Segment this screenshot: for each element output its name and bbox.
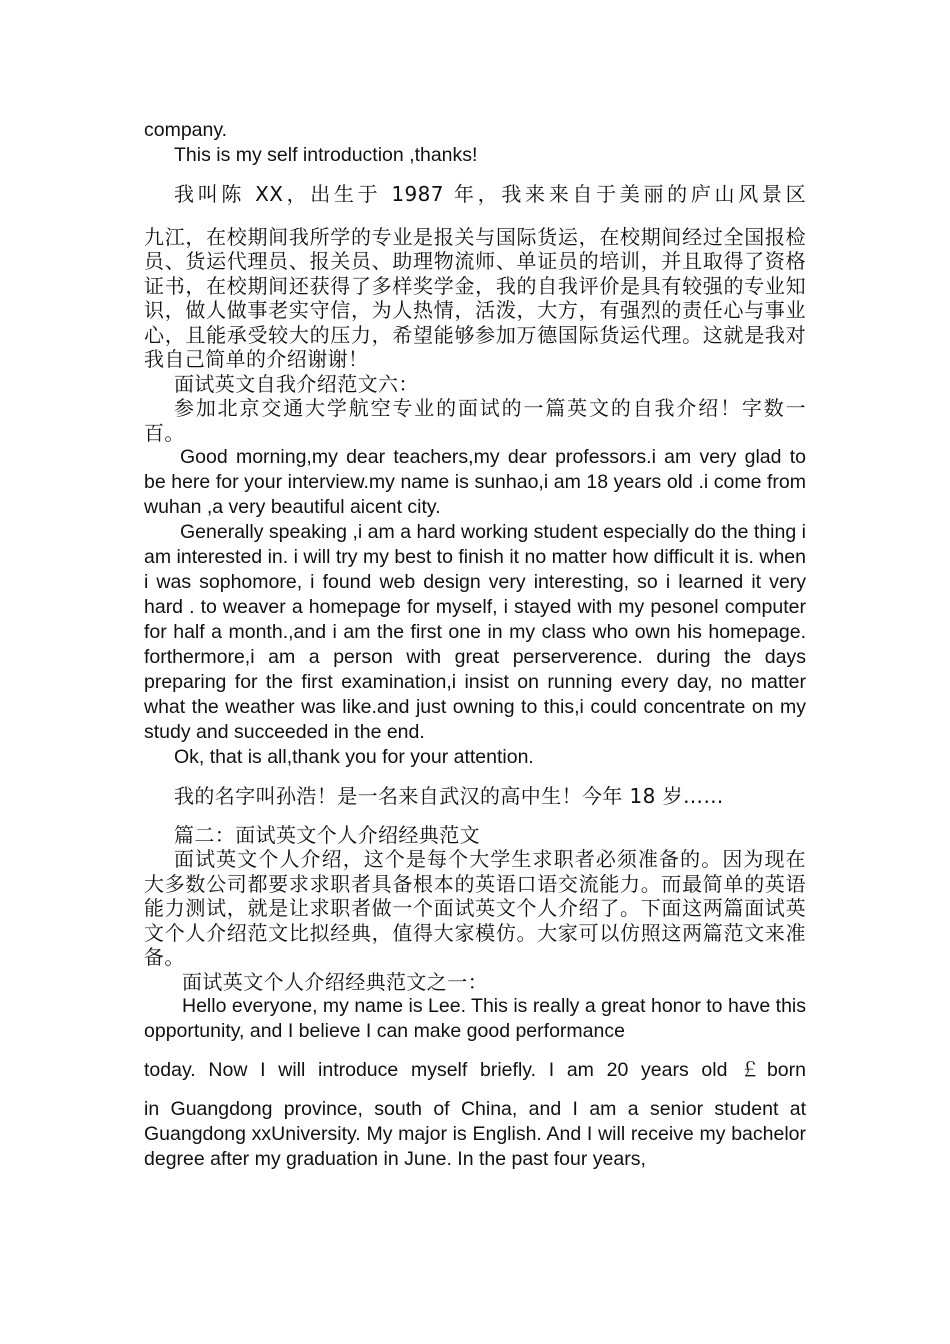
- text-hello-everyone: Hello everyone, my name is Lee. This is really a great honor to have this opportunity, and I believe I can make good performance: [144, 995, 806, 1042]
- text-generally-speaking: Generally speaking ,i am a hard working student especially do the thing i am interested in. i will try my best to finish it no matter how difficult it is. when i was sophomore, i found web design very interesting, so i learned it very hard . to weaver a homepage for myself, i stayed with my pesonel computer for half a month.,and i am the first one in my class who own his homepage. forthermore,i am a person with great perserverence. during the days preparing for the first examination,i insist on running every day, no matter what the weather was like.and just owning to this,i could concentrate on my study and succeeded in the end.: [144, 521, 806, 743]
- text-sunhao-chinese: 我的名字叫孙浩！是一名来自武汉的高中生！今年 18 岁……: [174, 784, 724, 808]
- text-self-intro-thanks: This is my self introduction ,thanks!: [174, 144, 478, 166]
- heading-sample-six: 面试英文自我介绍范文六：: [174, 371, 419, 396]
- text-ok-thanks: Ok, that is all,thank you for your attention.: [174, 746, 534, 768]
- heading-part-two: 篇二：面试英文个人介绍经典范文: [174, 822, 480, 847]
- text-today-intro: today. Now I will introduce myself briefly. I am 20 years old ￡born: [144, 1059, 806, 1081]
- text-bjtu-note: 参加北京交通大学航空专业的面试的一篇英文的自我介绍！字数一百。: [144, 396, 806, 445]
- text-chen-intro-line1: 我叫陈 XX，出生于 1987 年，我来来自于美丽的庐山风景区: [174, 182, 806, 206]
- text-good-morning: Good morning,my dear teachers,my dear professors.i am very glad to be here for your interview.my name is sunhao,i am 18 years old .i come from wuhan ,a very beautiful aicent city.: [144, 446, 806, 518]
- document-page: [144, 118, 806, 1172]
- text-chen-intro-body: 九江，在校期间我所学的专业是报关与国际货运，在校期间经过全国报检员、货运代理员、报关员、助理物流师、单证员的培训，并且取得了资格证书，在校期间还获得了多样奖学金，我的自我评价是具有较强的专业知识，做人做事老实守信，为人热情，活泼，大方，有强烈的责任心与事业心，且能承受较大的压力，希望能够参加万德国际货运代理。这就是我对我自己简单的介绍谢谢！: [144, 224, 806, 371]
- text-part-two-intro: 面试英文个人介绍，这个是每个大学生求职者必须准备的。因为现在大多数公司都要求求职者具备根本的英语口语交流能力。而最简单的英语能力测试，就是让求职者做一个面试英文个人介绍了。下面这两篇面试英文个人介绍范文比拟经典，值得大家模仿。大家可以仿照这两篇范文来准备。: [144, 847, 806, 969]
- text-company: company.: [144, 119, 228, 141]
- text-guangdong: in Guangdong province, south of China, and I am a senior student at Guangdong xxUniversity. My major is English. And I will receive my bachelor degree after my graduation in June. In the past four years,: [144, 1098, 806, 1170]
- heading-classic-sample-one: 面试英文个人介绍经典范文之一：: [182, 969, 488, 994]
